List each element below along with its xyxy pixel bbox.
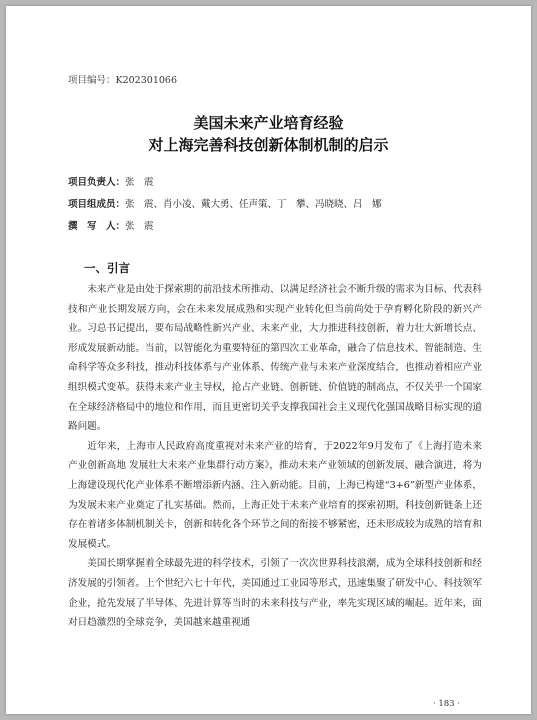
project-leader-value: 张 震 xyxy=(125,177,154,188)
writer xyxy=(68,221,491,233)
project-leader-label: 项目负责人： xyxy=(68,177,126,188)
project-members-value: 张 震、肖小凌、戴大勇、任声策、丁 攀、冯晓晓、吕 娜 xyxy=(125,199,382,210)
project-leader xyxy=(68,177,491,189)
paragraph: 近年来，上海市人民政府高度重视对未来产业的培育，于2022年9月发布了《上海打造未来产业创新高地 发展壮大未来产业集群行动方案》，推动未来产业领域的创新发展、融合演进，将为上海建设现代化产业体系不断增添新内涵、注入新动能。目前，上海已构建“3+6”新型产业体系，为发展未来产业奠定了扎实基础。然而，上海正处于未来产业培育的探索初期，科技创新链条上还存在着诸多体制机制关卡，创新和转化各个环节之间的衔接不够紧密，还未形成较为成熟的培育和发展模式。 xyxy=(68,440,482,550)
paragraph: 未来产业是由处于探索期的前沿技术所推动、以满足经济社会不断升级的需求为目标、代表科技和产业长期发展方向，会在未来发展成熟和实现产业转化但当前尚处于孕育孵化阶段的新兴产业。习总书记提出，要布局战略性新兴产业、未来产业，大力推进科技创新，着力壮大新增长点、形成发展新动能。当前，以智能化为重要特征的第四次工业革命，融合了信息技术、智能制造、生命科学等众多科技，推动科技体系与产业体系、传统产业与未来产业深度结合，也推动着相应产业组织模式变革。获得未来产业主导权，抢占产业链、创新链、价值链的制高点，不仅关乎一个国家在全球经济格局中的地位和作用，而且更密切关乎支撑我国社会主义现代化强国战略目标实现的道路问题。 xyxy=(68,284,482,433)
title-line-2: 对上海完善科技创新体制机制的启示 xyxy=(148,136,389,154)
title-line-1: 美国未来产业培育经验 xyxy=(193,114,344,132)
project-number: 项目编号：K202301066 xyxy=(68,75,177,86)
writer-value: 张 震 xyxy=(125,221,154,232)
project-members-label: 项目组成员： xyxy=(68,199,126,210)
writer-label: 撰 写 人： xyxy=(68,221,126,232)
body-text xyxy=(68,280,482,633)
page-number: · 183 · xyxy=(432,699,460,709)
document-page xyxy=(6,6,531,714)
project-members xyxy=(68,199,491,211)
section-heading: 一、引言 xyxy=(84,261,130,275)
paragraph: 美国长期掌握着全球最先进的科学技术，引领了一次次世界科技浪潮，成为全球科技创新和经济发展的引领者。上个世纪六七十年代，美国通过工业园等形式，迅速集聚了研发中心、科技领军企业，抢先发展了半导体、先进计算等当时的未来科技与产业，率先实现区域的崛起。近年来，面对日趋激烈的全球竞争，美国越来越重视通 xyxy=(68,558,482,629)
